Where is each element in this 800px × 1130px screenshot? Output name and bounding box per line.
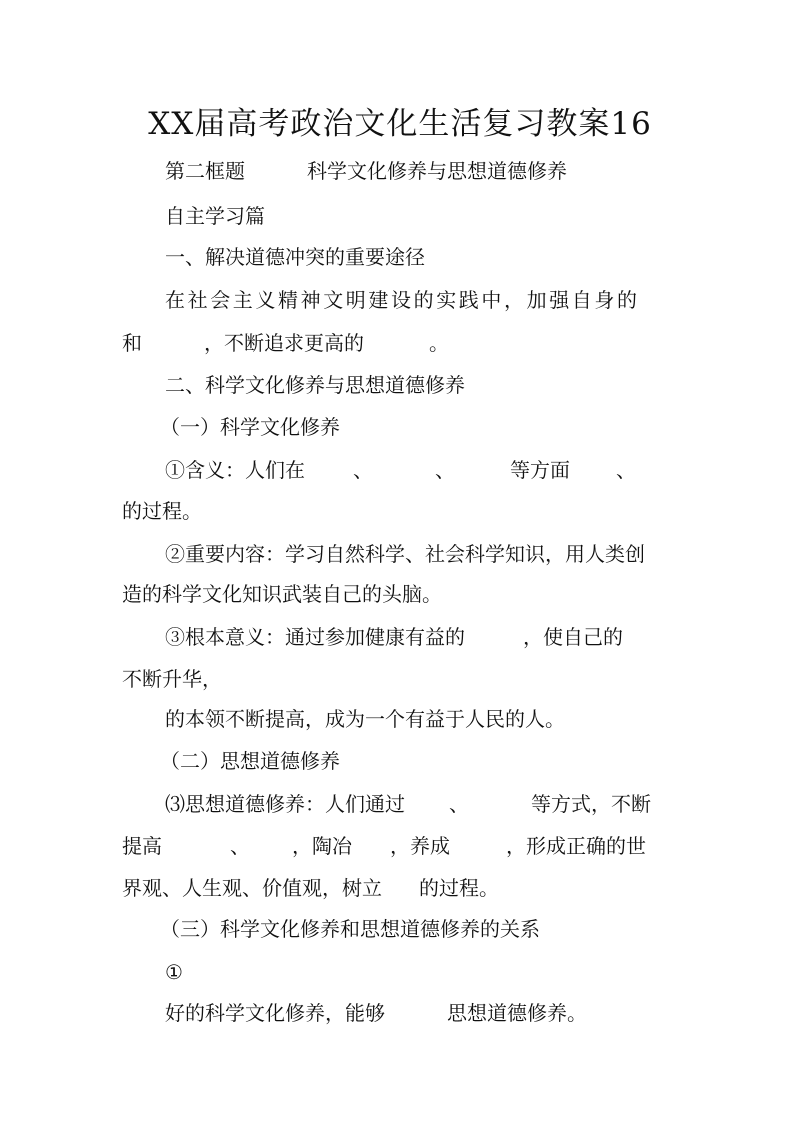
item1-line1 (165, 458, 636, 482)
text-fragment: 界观、人生观、价值观，树立 (122, 876, 382, 900)
text-fragment: ，陶冶 (292, 834, 352, 858)
item3-line2: 不断升华， (122, 667, 222, 691)
text-fragment: 、 (353, 458, 373, 482)
text-fragment: ③根本意义：通过参加健康有益的 (165, 625, 465, 649)
framework-title: 科学文化修养与思想道德修养 (307, 159, 567, 183)
text-fragment: 、 (230, 834, 250, 858)
item4-line3 (122, 876, 499, 900)
text-fragment: 等方式，不断 (531, 792, 651, 816)
text-fragment: 的过程。 (419, 876, 499, 900)
text-fragment: ，不断追求更高的 (204, 331, 364, 355)
text-fragment: ，使自己的 (523, 625, 623, 649)
part1-heading: 一、解决道德冲突的重要途径 (165, 245, 425, 269)
part1-paragraph-line1: 在社会主义精神文明建设的实践中，加强自身的 (165, 288, 640, 312)
item5-marker: ① (165, 960, 183, 984)
text-fragment: 思想道德修养。 (447, 1001, 587, 1025)
section-heading-study: 自主学习篇 (165, 204, 265, 228)
item5-line2 (165, 1001, 587, 1025)
document-title: XX届高考政治文化生活复习教案16 (148, 106, 652, 142)
text-fragment: 好的科学文化修养，能够 (165, 1001, 385, 1025)
item4-line1 (165, 792, 651, 816)
sub1-heading: （一）科学文化修养 (160, 415, 340, 439)
text-fragment: ，形成正确的世 (506, 834, 646, 858)
text-fragment: 等方面 (510, 458, 570, 482)
text-fragment: 、 (449, 792, 469, 816)
text-fragment: 、 (435, 458, 455, 482)
sub2-heading: （二）思想道德修养 (160, 749, 340, 773)
item3-line3: 的本领不断提高，成为一个有益于人民的人。 (165, 707, 565, 731)
item2-line1: ②重要内容：学习自然科学、社会科学知识，用人类创 (165, 542, 645, 566)
item1-line2: 的过程。 (122, 499, 202, 523)
item4-line2 (122, 834, 646, 858)
text-fragment: 。 (429, 331, 449, 355)
text-fragment: ①含义：人们在 (165, 458, 305, 482)
item2-line2: 造的科学文化知识武装自己的头脑。 (122, 582, 442, 606)
sub3-heading: （三）科学文化修养和思想道德修养的关系 (160, 917, 540, 941)
item3-line1 (165, 625, 623, 649)
text-fragment: 和 (122, 331, 142, 355)
text-fragment: ⑶思想道德修养：人们通过 (165, 792, 405, 816)
part2-heading: 二、科学文化修养与思想道德修养 (165, 373, 465, 397)
text-fragment: 、 (616, 458, 636, 482)
text-fragment: ，养成 (390, 834, 450, 858)
framework-label: 第二框题 (165, 159, 245, 183)
part1-paragraph-line2 (122, 331, 449, 355)
text-fragment: 提高 (122, 834, 162, 858)
framework-line (165, 159, 567, 183)
